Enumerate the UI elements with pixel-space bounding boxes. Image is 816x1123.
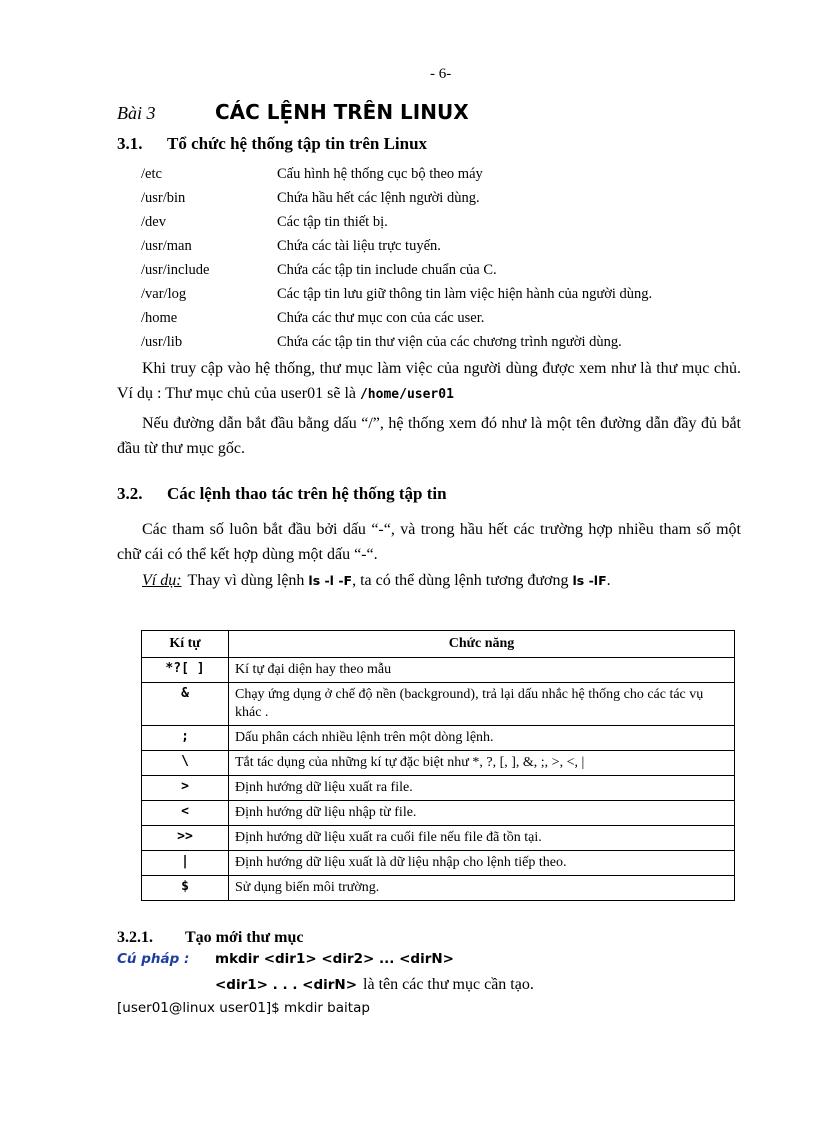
table-row bbox=[142, 751, 735, 776]
table-row bbox=[142, 658, 735, 683]
directory-path: /usr/lib bbox=[141, 334, 183, 350]
directory-path: /usr/bin bbox=[141, 190, 186, 206]
example-code-1: ls -l -F bbox=[308, 573, 353, 588]
example-line: Ví dụ: Thay vì dùng lệnh ls -l -F, ta có thể dùng lệnh tương đương ls -lF. bbox=[142, 572, 611, 589]
symbol-cell: < bbox=[142, 801, 229, 826]
symbol-cell: \ bbox=[142, 751, 229, 776]
syntax-args-line bbox=[215, 976, 534, 994]
directory-path: /dev bbox=[141, 214, 166, 230]
lesson-label: Bài 3 bbox=[117, 103, 156, 123]
symbol-cell: $ bbox=[142, 876, 229, 901]
table-row bbox=[142, 683, 735, 726]
directory-row bbox=[141, 210, 761, 234]
syntax-line bbox=[117, 951, 454, 967]
directory-path: /etc bbox=[141, 166, 162, 182]
example-prompt: [user01@linux user01]$ mkdir baitap bbox=[117, 1000, 370, 1016]
directory-row bbox=[141, 330, 761, 354]
syntax-desc: là tên các thư mục cần tạo. bbox=[363, 976, 534, 993]
section-number: 3.1. bbox=[117, 134, 143, 153]
table-row bbox=[142, 776, 735, 801]
header-function: Chức năng bbox=[229, 631, 735, 658]
symbol-cell: | bbox=[142, 851, 229, 876]
page-number: - 6- bbox=[430, 66, 452, 82]
header-symbol: Kí tự bbox=[142, 631, 229, 658]
section-title: Các lệnh thao tác trên hệ thống tập tin bbox=[167, 484, 447, 503]
directory-row bbox=[141, 282, 761, 306]
section-number: 3.2. bbox=[117, 484, 143, 503]
directory-description: Chứa các tập tin include chuẩn của C. bbox=[277, 262, 497, 278]
home-path-code: /home/user01 bbox=[359, 387, 454, 402]
syntax-command: mkdir <dir1> <dir2> ... <dirN> bbox=[215, 951, 454, 967]
table-row bbox=[142, 726, 735, 751]
paragraph-options: Các tham số luôn bắt đầu bởi dấu “-“, và trong hầu hết các trường hợp nhiều tham số một chữ cái có thể kết hợp dùng một dấu “-“. bbox=[117, 521, 741, 563]
directory-path: /var/log bbox=[141, 286, 187, 302]
table-row bbox=[142, 876, 735, 901]
example-label: Ví dụ: bbox=[142, 572, 182, 589]
directory-description: Các tập tin thiết bị. bbox=[277, 214, 388, 230]
section-3-1-heading bbox=[117, 134, 427, 154]
directory-path: /usr/include bbox=[141, 262, 210, 278]
function-cell: Định hướng dữ liệu xuất ra cuối file nếu file đã tồn tại. bbox=[229, 826, 735, 851]
symbol-cell: ; bbox=[142, 726, 229, 751]
directory-row bbox=[141, 258, 761, 282]
function-cell: Kí tự đại diện hay theo mẫu bbox=[229, 658, 735, 683]
table-row bbox=[142, 851, 735, 876]
directory-row bbox=[141, 234, 761, 258]
section-3-2-heading bbox=[117, 484, 447, 504]
syntax-label: Cú pháp : bbox=[117, 951, 190, 967]
directory-description: Chứa hầu hết các lệnh người dùng. bbox=[277, 190, 480, 206]
example-code-2: ls -lF bbox=[572, 573, 607, 588]
directory-description: Chứa các tập tin thư viện của các chương trình người dùng. bbox=[277, 334, 622, 350]
directory-path: /home bbox=[141, 310, 178, 326]
function-cell: Chạy ứng dụng ở chế độ nền (background), trả lại dấu nhắc hệ thống cho các tác vụ khác . bbox=[229, 683, 735, 726]
section-title: Tổ chức hệ thống tập tin trên Linux bbox=[167, 134, 428, 153]
directory-description: Chứa các thư mục con của các user. bbox=[277, 310, 485, 326]
lesson-title: CÁC LỆNH TRÊN LINUX bbox=[215, 100, 469, 124]
function-cell: Định hướng dữ liệu xuất ra file. bbox=[229, 776, 735, 801]
table-row bbox=[142, 801, 735, 826]
function-cell: Dấu phân cách nhiều lệnh trên một dòng lệnh. bbox=[229, 726, 735, 751]
symbol-cell: & bbox=[142, 683, 229, 726]
directory-description: Cấu hình hệ thống cục bộ theo máy bbox=[277, 166, 483, 182]
directory-row bbox=[141, 186, 761, 210]
syntax-args: <dir1> . . . <dirN> bbox=[215, 977, 358, 993]
special-characters-table bbox=[141, 630, 735, 901]
symbol-cell: > bbox=[142, 776, 229, 801]
function-cell: Định hướng dữ liệu xuất là dữ liệu nhập cho lệnh tiếp theo. bbox=[229, 851, 735, 876]
directory-list bbox=[141, 162, 761, 354]
section-title: Tạo mới thư mục bbox=[185, 929, 304, 946]
directory-description: Các tập tin lưu giữ thông tin làm việc hiện hành của người dùng. bbox=[277, 286, 653, 302]
directory-row bbox=[141, 162, 761, 186]
section-3-2-1-heading bbox=[117, 929, 303, 947]
directory-path: /usr/man bbox=[141, 238, 192, 254]
function-cell: Định hướng dữ liệu nhập từ file. bbox=[229, 801, 735, 826]
function-cell: Sử dụng biến môi trường. bbox=[229, 876, 735, 901]
directory-row bbox=[141, 306, 761, 330]
table-row bbox=[142, 826, 735, 851]
paragraph-home-dir: Khi truy cập vào hệ thống, thư mục làm việc của người dùng được xem như là thư mục chủ. Ví dụ : Thư mục chủ của user01 sẽ là /home/user01 bbox=[117, 360, 741, 402]
symbol-cell: *?[ ] bbox=[142, 658, 229, 683]
symbol-cell: >> bbox=[142, 826, 229, 851]
directory-description: Chứa các tài liệu trực tuyến. bbox=[277, 238, 441, 254]
table-header-row bbox=[142, 631, 735, 658]
paragraph-absolute-path: Nếu đường dẫn bắt đầu bằng dấu “/”, hệ thống xem đó như là một tên đường dẫn đầy đủ bắt đầu từ thư mục gốc. bbox=[117, 415, 741, 457]
function-cell: Tắt tác dụng của những kí tự đặc biệt như *, ?, [, ], &, ;, >, <, | bbox=[229, 751, 735, 776]
section-number: 3.2.1. bbox=[117, 929, 153, 946]
